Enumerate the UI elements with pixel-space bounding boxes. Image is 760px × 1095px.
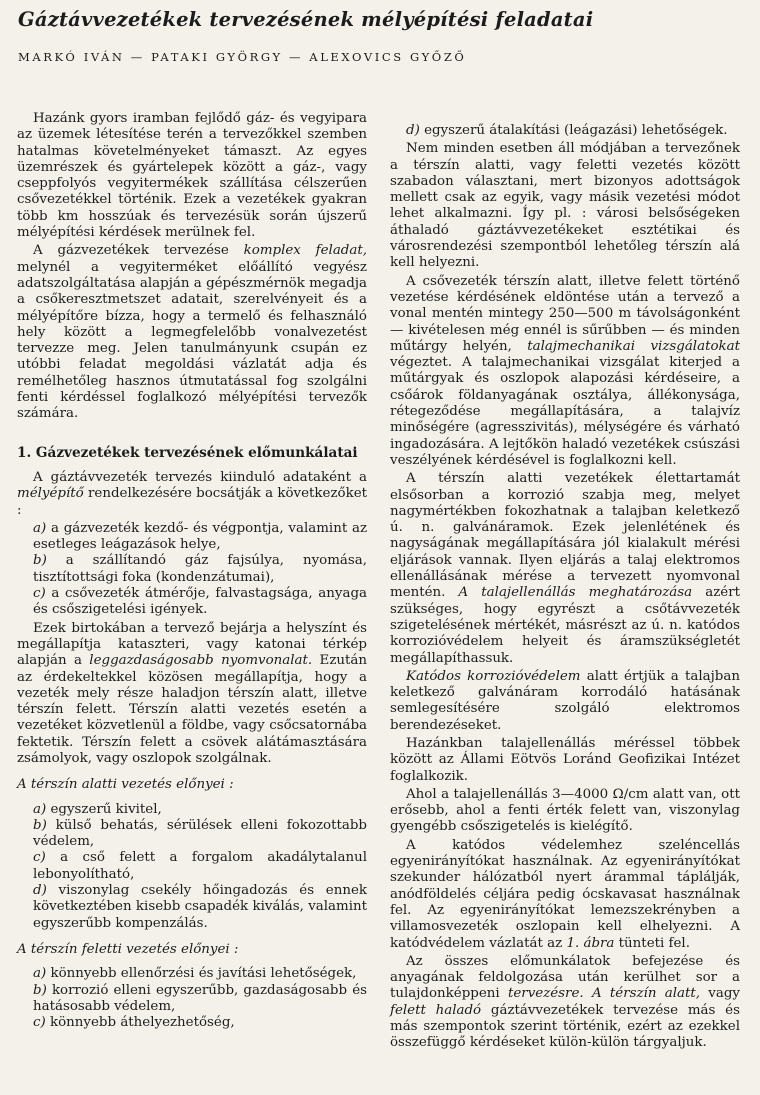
left-column	[17, 111, 367, 1031]
list-item	[17, 802, 367, 818]
list-item	[17, 818, 367, 851]
text-span: Az összes előmunkálatok befejezése és anyagának feldolgozása után kerülhet sor a tulajdonképpeni	[390, 953, 740, 1002]
item-letter: b)	[33, 553, 47, 569]
article-authors: MARKÓ IVÁN — PATAKI GYÖRGY — ALEXOVICS GYŐZŐ	[18, 50, 467, 64]
subheading: A térszín feletti vezetés előnyei :	[17, 941, 239, 957]
text-span: A gáztávvezeték tervezés kiinduló adataként a	[33, 469, 367, 485]
text-span: tünteti fel.	[614, 935, 690, 951]
emphasis: tervezésre.	[508, 986, 584, 1002]
item-text: egyszerű átalakítási (leágazási) lehetőségek.	[424, 123, 728, 138]
item-letter: c)	[33, 586, 46, 602]
item-letter: b)	[33, 817, 47, 833]
paragraph	[390, 838, 740, 952]
item-text: könnyebb ellenőrzési és javítási lehetőségek,	[50, 966, 357, 982]
text-span: A gázvezetékek tervezése	[33, 243, 244, 259]
emphasis: komplex feladat,	[243, 243, 367, 259]
item-text: külső behatás, sérülések elleni fokozottabb védelem,	[33, 817, 367, 850]
paragraph: Ahol a talajellenállás 3—4000 Ω/cm alatt van, ott erősebb, ahol a fenti érték felett van, viszonylag gyengébb csőszigetelés is kielégítő.	[390, 786, 740, 835]
text-span: vagy	[700, 986, 740, 1002]
list-item	[390, 123, 740, 139]
item-text: viszonylag csekély hőingadozás és ennek következtében kisebb csapadék kiválás, valamint egyszerűbb kompenzálás.	[33, 883, 367, 931]
paragraph: Hazánk gyors iramban fejlődő gáz- és vegyipara az üzemek létesítése terén a tervezőkkel szemben hatalmas követelményeket támaszt. Az egyes üzemrészek és gyártelepek között a gáz-, vagy cseppfolyós vegyitermékek szállítása célszerűen csővezetékkel történik. Ezek a vezetékek gyakran több km hosszúak és tervezésük során újszerű mélyépítési kérdések merülnek fel.	[17, 111, 367, 241]
emphasis: mélyépítő	[17, 486, 84, 502]
text-span: alatt értjük a talajban keletkező galvánáram korrodáló hatásának semlegesítésére szolgáló elektromos berendezéseket.	[390, 668, 740, 733]
paragraph: Hazánkban talajellenállás méréssel többek között az Állami Eötvös Loránd Geofizikai Intézet foglalkozik.	[390, 735, 740, 784]
item-text: korrozió elleni egyszerűbb, gazdaságosabb és hatásosabb védelem,	[33, 982, 367, 1014]
text-span: azért szükséges, hogy egyrészt a csőtávvezeték szigetelésének mértékét, másrészt az ú. n. katódos korrozióvédelem helyeit és áramszükségletét megállapíthassuk.	[390, 585, 740, 666]
text-span: A csővezeték térszín alatt, illetve felett történő vezetése kérdésének eldöntése után a tervező a vonal mentén mintegy 250—500 m távolságonként — kivételesen még ennél is sűrűbben — és minden műtárgy helyén,	[390, 273, 740, 354]
item-text: egyszerű kivitel,	[50, 801, 162, 817]
emphasis: A térszín alatt,	[591, 986, 701, 1002]
emphasis: Katódos korrozióvédelem	[406, 668, 581, 684]
paragraph	[390, 669, 740, 734]
emphasis: A talajellenállás meghatározása	[458, 585, 693, 601]
paragraph	[17, 243, 367, 422]
item-letter: a)	[33, 520, 47, 536]
text-span: gáztávvezetékek tervezése más és más szempontok szerint történik, ezért az ezekkel összefüggő kérdéseket külön-külön tárgyaljuk.	[390, 1002, 740, 1051]
paragraph: Nem minden esetben áll módjában a tervezőnek a térszín alatti, vagy feletti vezetés között szabadon választani, mert bizonyos adottságok mellett csak az egyik, vagy másik vezetési módot lehet alkalmazni. Így pl. : városi belsőségeken áthaladó gáztávvezetékeket esztétikai és városrendezési szempontból lehetőleg térszín alá kell helyezni.	[390, 141, 740, 271]
item-letter: d)	[406, 123, 420, 138]
item-text: a gázvezeték kezdő- és végpontja, valamint az esetleges leágazások helye,	[33, 520, 367, 553]
list-item	[17, 586, 367, 619]
text-span: Ezután az érdekeltekkel közösen megállapítja, hogy a vezeték mely része haladjon térszín alatt, illetve térszín felett. Térszín alatti vezetés esetén a vezetéket közvetlenül a földbe, vagy csőcsatornába fektetik. Térszín felett a csövek alátámasztására zsámolyok, vagy oszlopok szolgálnak.	[17, 653, 367, 766]
paragraph	[390, 274, 740, 470]
text-span: Ezek birtokában a tervező bejárja a helyszínt és megállapítja kataszteri, vagy katonai térkép alapján a	[17, 620, 367, 669]
subheading: A térszín alatti vezetés előnyei :	[17, 777, 234, 793]
item-letter: a)	[33, 966, 47, 982]
list-item	[17, 983, 367, 1016]
emphasis: felett haladó	[390, 1002, 482, 1018]
list-item	[17, 883, 367, 932]
item-text: könnyebb áthelyezhetőség,	[50, 1015, 235, 1031]
item-letter: c)	[33, 850, 46, 866]
emphasis: leggazdaságosabb nyomvonalat.	[89, 653, 313, 669]
item-text: a csővezeték átmérője, falvastagsága, anyaga és csőszigetelési igények.	[33, 586, 367, 618]
item-text: a cső felett a forgalom akadálytalanul lebonyolítható,	[33, 850, 367, 882]
article-title: Gáztávvezetékek tervezésének mélyépítési feladatai	[18, 8, 594, 31]
text-span: melynél a vegyiterméket előállító vegyész adatszolgáltatása alapján a gépészmérnök megadja a csőkeresztmetszet adatait, szerelvényeit és a mélyépítőre bízza, hogy a termelő és felhasználó hely között a legmegfelelőbb vonalvezetést tervezze meg. Jelen tanulmányunk csupán ez utóbbi feladat megoldási vázlatát adja és remélhetőleg hasznos útmutatással fog szolgálni fenti kérdéssel foglalkozó mélyépítési tervezők számára.	[17, 259, 367, 422]
paragraph	[390, 954, 740, 1052]
right-column	[390, 123, 740, 1054]
item-letter: a)	[33, 801, 47, 817]
list-item	[17, 521, 367, 554]
item-letter: b)	[33, 982, 47, 998]
text-span: A térszín alatti vezetékek élettartamát elsősorban a korrozió szabja meg, melyet nagymértékben fokozhatnak a talajban keletkező ú. n. galvánáramok. Ezek jelenlétének és nagyságának megállapítására jól kialakult mérési eljárások vannak. Ilyen eljárás a talaj elektromos ellenállásának mérése a tervezett nyomvonal mentén.	[390, 471, 740, 601]
list-item	[17, 1015, 367, 1031]
text-span	[584, 986, 592, 1001]
emphasis: talajmechanikai vizsgálatokat	[527, 338, 740, 354]
list-item	[17, 966, 367, 982]
emphasis: 1. ábra	[566, 935, 615, 951]
paragraph	[17, 621, 367, 768]
list-item	[17, 553, 367, 586]
paragraph	[390, 471, 740, 667]
item-text: a szállítandó gáz fajsúlya, nyomása, tisztítottsági foka (kondenzátumai),	[33, 553, 367, 585]
section-heading: 1. Gázvezetékek tervezésének előmunkálatai	[17, 444, 358, 461]
text-span: A katódos védelemhez szeléncellás egyenirányítókat használnak. Az egyenirányítókat szekunder hálózatból nyert árammal táplálják, anódföldelés céljára pedig ócskavasat használnak fel. Az egyenirányítókat lemezszekrényben a villamosvezeték oszlopain kell elhelyezni. A katódvédelem vázlatát az	[390, 837, 740, 951]
item-letter: d)	[33, 883, 47, 899]
text-span: rendelkezésére bocsátják a következőket :	[17, 486, 367, 518]
paragraph	[17, 470, 367, 519]
text-span: végeztet. A talajmechanikai vizsgálat kiterjed a műtárgyak és oszlopok alapozási kérdéseire, a csőárok földanyagának osztálya, állékonysága, rétegeződése megállapítására, a talajvíz minőségére (agresszivitás), mélységére és várható ingadozására. A lejtőkön haladó vezetékek csúszási veszélyének kérdésével is foglalkozni kell.	[390, 355, 740, 468]
list-item	[17, 850, 367, 883]
item-letter: c)	[33, 1015, 46, 1031]
